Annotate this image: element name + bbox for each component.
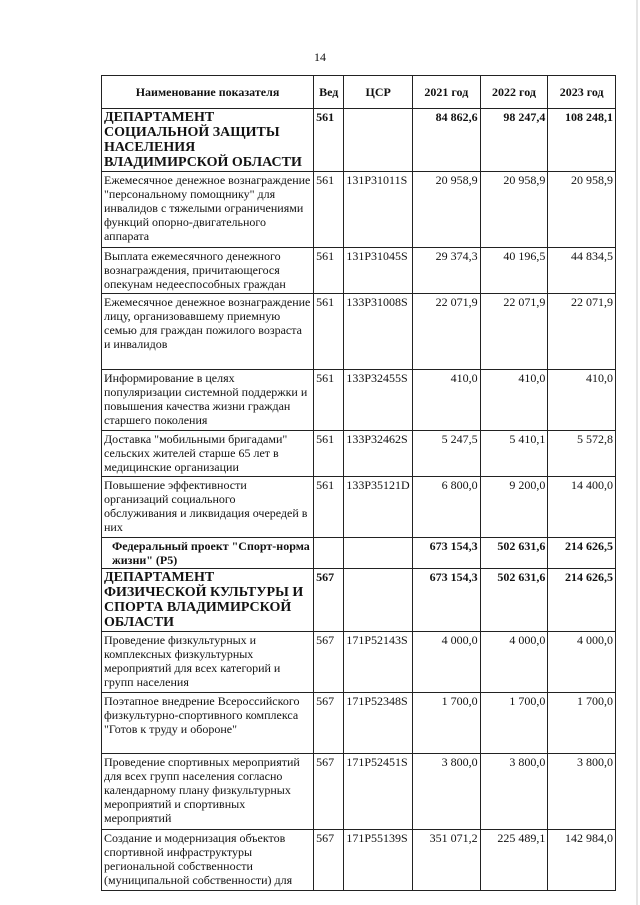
- row-2023-cell: 214 626,5: [548, 569, 616, 632]
- row-csr-cell: 171Р52348S: [344, 693, 413, 754]
- table-row: [102, 693, 616, 754]
- header-ved: Вед: [314, 76, 344, 109]
- row-csr-cell: 133Р35121D: [344, 477, 413, 538]
- page-number: 14: [314, 50, 326, 64]
- table-body: [102, 109, 616, 891]
- row-csr-cell: 171Р52451S: [344, 754, 413, 830]
- row-ved-cell: 561: [314, 248, 344, 294]
- table-row: [102, 754, 616, 830]
- row-ved-cell: 561: [314, 109, 344, 172]
- row-2022-cell: 3 800,0: [480, 754, 548, 830]
- row-name-cell: Повышение эффективности организаций социального обслуживания и ликвидация очередей в них: [102, 477, 314, 538]
- table-row: [102, 477, 616, 538]
- row-2021-cell: 20 958,9: [413, 172, 481, 248]
- row-2022-cell: 4 000,0: [480, 632, 548, 693]
- table-row: [102, 294, 616, 370]
- header-2023: 2023 год: [548, 76, 616, 109]
- row-2021-cell: 351 071,2: [413, 830, 481, 891]
- row-2021-cell: 6 800,0: [413, 477, 481, 538]
- header-csr: ЦСР: [344, 76, 413, 109]
- row-csr-cell: [344, 538, 413, 569]
- row-csr-cell: 171Р55139S: [344, 830, 413, 891]
- row-ved-cell: [314, 538, 344, 569]
- row-csr-cell: [344, 109, 413, 172]
- row-2021-cell: 410,0: [413, 370, 481, 431]
- row-name-cell: Ежемесячное денежное вознаграждение "персональному помощнику" для инвалидов с тяжелыми ограничениями функций опорно-двигательного аппарата: [102, 172, 314, 248]
- row-csr-cell: 131Р31011S: [344, 172, 413, 248]
- row-2023-cell: 20 958,9: [548, 172, 616, 248]
- row-2021-cell: 673 154,3: [413, 569, 481, 632]
- row-name-cell: ДЕПАРТАМЕНТ СОЦИАЛЬНОЙ ЗАЩИТЫ НАСЕЛЕНИЯ ВЛАДИМИРСКОЙ ОБЛАСТИ: [102, 109, 314, 172]
- row-name-cell: Проведение физкультурных и комплексных физкультурных мероприятий для всех категорий и групп населения: [102, 632, 314, 693]
- row-2023-cell: 410,0: [548, 370, 616, 431]
- row-name-cell: Федеральный проект "Спорт-норма жизни" (Р5): [102, 538, 314, 569]
- row-ved-cell: 567: [314, 754, 344, 830]
- row-2022-cell: 1 700,0: [480, 693, 548, 754]
- row-ved-cell: 561: [314, 370, 344, 431]
- row-2023-cell: 5 572,8: [548, 431, 616, 477]
- row-2022-cell: 98 247,4: [480, 109, 548, 172]
- row-2023-cell: 1 700,0: [548, 693, 616, 754]
- row-csr-cell: 133Р32462S: [344, 431, 413, 477]
- row-2021-cell: 4 000,0: [413, 632, 481, 693]
- row-2023-cell: 4 000,0: [548, 632, 616, 693]
- row-ved-cell: 567: [314, 569, 344, 632]
- row-2022-cell: 9 200,0: [480, 477, 548, 538]
- scan-edge: [636, 0, 638, 905]
- header-name: Наименование показателя: [102, 76, 314, 109]
- row-2023-cell: 14 400,0: [548, 477, 616, 538]
- row-ved-cell: 567: [314, 632, 344, 693]
- row-csr-cell: 171Р52143S: [344, 632, 413, 693]
- row-name-cell: Информирование в целях популяризации системной поддержки и повышения качества жизни граждан старшего поколения: [102, 370, 314, 431]
- row-csr-cell: 133Р31008S: [344, 294, 413, 370]
- row-ved-cell: 561: [314, 294, 344, 370]
- row-2022-cell: 5 410,1: [480, 431, 548, 477]
- row-2022-cell: 502 631,6: [480, 538, 548, 569]
- header-2022: 2022 год: [480, 76, 548, 109]
- row-2022-cell: 20 958,9: [480, 172, 548, 248]
- row-name-cell: Создание и модернизация объектов спортивной инфраструктуры региональной собственности (муниципальной собственности) для: [102, 830, 314, 891]
- row-ved-cell: 561: [314, 431, 344, 477]
- row-csr-cell: 133Р32455S: [344, 370, 413, 431]
- row-2021-cell: 1 700,0: [413, 693, 481, 754]
- row-ved-cell: 561: [314, 172, 344, 248]
- row-2022-cell: 410,0: [480, 370, 548, 431]
- row-2023-cell: 44 834,5: [548, 248, 616, 294]
- row-name-cell: Поэтапное внедрение Всероссийского физкультурно-спортивного комплекса "Готов к труду и обороне": [102, 693, 314, 754]
- row-2023-cell: 142 984,0: [548, 830, 616, 891]
- row-csr-cell: 131Р31045S: [344, 248, 413, 294]
- row-2022-cell: 22 071,9: [480, 294, 548, 370]
- table-row: [102, 830, 616, 891]
- department-row: [102, 569, 616, 632]
- row-2023-cell: 214 626,5: [548, 538, 616, 569]
- row-2021-cell: 5 247,5: [413, 431, 481, 477]
- table-row: [102, 248, 616, 294]
- row-ved-cell: 567: [314, 693, 344, 754]
- header-2021: 2021 год: [413, 76, 481, 109]
- row-2022-cell: 502 631,6: [480, 569, 548, 632]
- row-2021-cell: 673 154,3: [413, 538, 481, 569]
- row-name-cell: Выплата ежемесячного денежного вознаграждения, причитающегося опекунам недееспособных граждан: [102, 248, 314, 294]
- budget-table: [101, 75, 616, 891]
- row-2022-cell: 40 196,5: [480, 248, 548, 294]
- table-row: [102, 172, 616, 248]
- row-name-cell: Доставка "мобильными бригадами" сельских жителей старше 65 лет в медицинские организации: [102, 431, 314, 477]
- table-row: [102, 370, 616, 431]
- row-ved-cell: 561: [314, 477, 344, 538]
- row-2021-cell: 84 862,6: [413, 109, 481, 172]
- row-2023-cell: 3 800,0: [548, 754, 616, 830]
- row-ved-cell: 567: [314, 830, 344, 891]
- table-header-row: [102, 76, 616, 109]
- table-row: [102, 431, 616, 477]
- department-row: [102, 109, 616, 172]
- row-2021-cell: 29 374,3: [413, 248, 481, 294]
- row-name-cell: Ежемесячное денежное вознаграждение лицу, организовавшему приемную семью для граждан пожилого возраста и инвалидов: [102, 294, 314, 370]
- row-name-cell: ДЕПАРТАМЕНТ ФИЗИЧЕСКОЙ КУЛЬТУРЫ И СПОРТА ВЛАДИМИРСКОЙ ОБЛАСТИ: [102, 569, 314, 632]
- row-2023-cell: 108 248,1: [548, 109, 616, 172]
- row-csr-cell: [344, 569, 413, 632]
- table-row: [102, 632, 616, 693]
- row-2023-cell: 22 071,9: [548, 294, 616, 370]
- row-2021-cell: 22 071,9: [413, 294, 481, 370]
- row-2021-cell: 3 800,0: [413, 754, 481, 830]
- row-2022-cell: 225 489,1: [480, 830, 548, 891]
- row-name-cell: Проведение спортивных мероприятий для всех групп населения согласно календарному плану физкультурных мероприятий и спортивных мероприятий: [102, 754, 314, 830]
- project-row: [102, 538, 616, 569]
